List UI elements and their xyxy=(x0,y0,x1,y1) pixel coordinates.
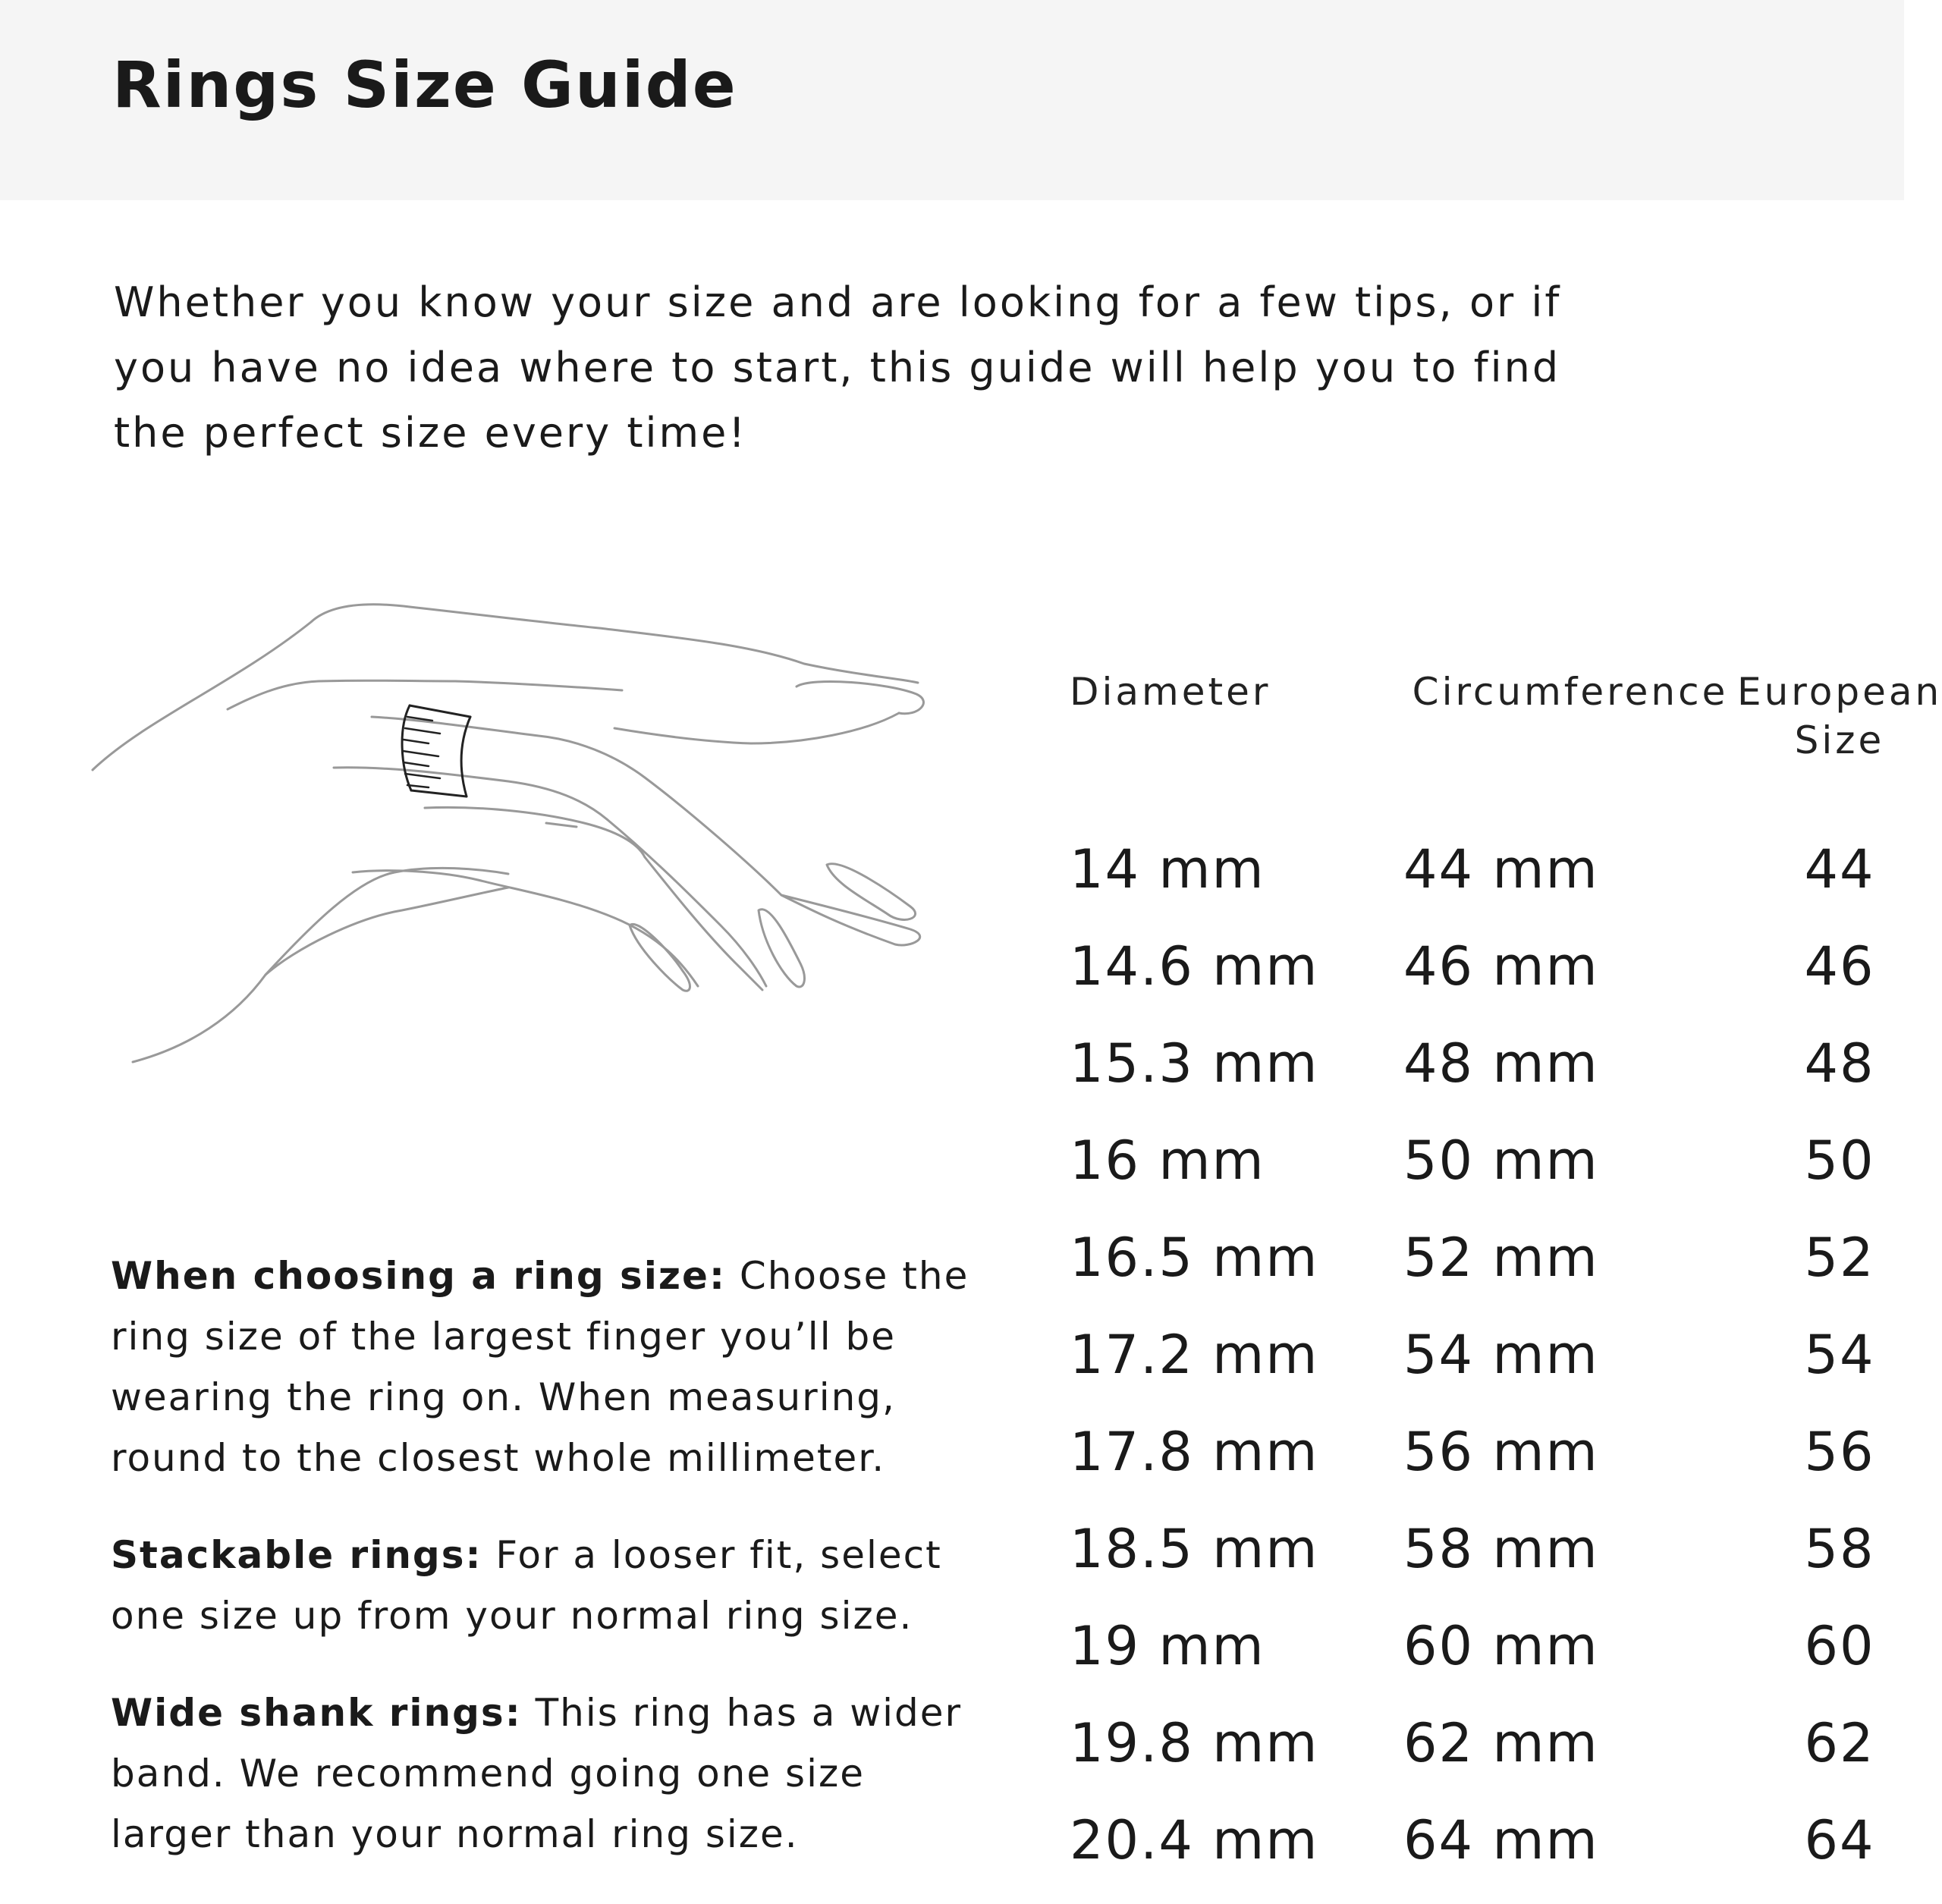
sizing-notes xyxy=(111,1246,991,1901)
cell-circumference: 44 mm xyxy=(1403,838,1599,900)
cell-european-size: 54 xyxy=(1804,1324,1875,1386)
cell-diameter: 19.8 mm xyxy=(1070,1712,1319,1774)
cell-circumference: 48 mm xyxy=(1403,1032,1599,1095)
cell-european-size: 44 xyxy=(1804,838,1875,900)
cell-european-size: 60 xyxy=(1804,1615,1875,1677)
table-header-row xyxy=(1054,668,1942,821)
cell-diameter: 20.4 mm xyxy=(1070,1809,1319,1871)
table-row xyxy=(1054,1209,1942,1306)
cell-circumference: 62 mm xyxy=(1403,1712,1599,1774)
note-text: This ring has a wider band. We recommend going one size larger than your normal ring size. xyxy=(111,1691,963,1856)
cell-european-size: 62 xyxy=(1804,1712,1875,1774)
cell-european-size: 56 xyxy=(1804,1421,1875,1483)
table-row xyxy=(1054,1792,1942,1889)
table-row xyxy=(1054,821,1942,918)
table-row xyxy=(1054,1598,1942,1695)
table-row xyxy=(1054,1306,1942,1403)
cell-diameter: 14 mm xyxy=(1070,838,1265,900)
table-row xyxy=(1054,1015,1942,1112)
table-row xyxy=(1054,1403,1942,1500)
table-row xyxy=(1054,1112,1942,1209)
table-row xyxy=(1054,1695,1942,1792)
cell-circumference: 50 mm xyxy=(1403,1130,1599,1192)
cell-european-size: 46 xyxy=(1804,935,1875,998)
note-label: Stackable rings: xyxy=(111,1533,482,1577)
cell-diameter: 19 mm xyxy=(1070,1615,1265,1677)
page-header xyxy=(0,0,1904,200)
cell-european-size: 50 xyxy=(1804,1130,1875,1192)
table-row xyxy=(1054,918,1942,1015)
cell-circumference: 46 mm xyxy=(1403,935,1599,998)
note-text: Choose the ring size of the largest finger you’ll be wearing the ring on. When measuring, round to the closest whole millimeter. xyxy=(111,1254,969,1480)
size-table xyxy=(1054,668,1942,1889)
header-circumference: Circumference xyxy=(1412,670,1729,714)
note-label: When choosing a ring size: xyxy=(111,1254,726,1298)
hand-with-ring-measure-icon xyxy=(83,592,956,1077)
cell-european-size: 52 xyxy=(1804,1227,1875,1289)
cell-european-size: 64 xyxy=(1804,1809,1875,1871)
header-european-size: European Size xyxy=(1737,670,1942,762)
intro-text: Whether you know your size and are looking for a few tips, or if you have no idea where to start, this guide will help you to find the perfect size every time! xyxy=(114,278,1562,457)
cell-diameter: 17.8 mm xyxy=(1070,1421,1319,1483)
cell-circumference: 64 mm xyxy=(1403,1809,1599,1871)
cell-diameter: 14.6 mm xyxy=(1070,935,1319,998)
note-stackable-rings xyxy=(111,1525,991,1646)
cell-circumference: 60 mm xyxy=(1403,1615,1599,1677)
cell-circumference: 56 mm xyxy=(1403,1421,1599,1483)
note-label: Wide shank rings: xyxy=(111,1691,522,1735)
cell-diameter: 18.5 mm xyxy=(1070,1518,1319,1580)
cell-diameter: 17.2 mm xyxy=(1070,1324,1319,1386)
cell-diameter: 16 mm xyxy=(1070,1130,1265,1192)
note-choosing-size xyxy=(111,1246,991,1488)
cell-circumference: 54 mm xyxy=(1403,1324,1599,1386)
cell-european-size: 58 xyxy=(1804,1518,1875,1580)
cell-diameter: 15.3 mm xyxy=(1070,1032,1319,1095)
cell-circumference: 58 mm xyxy=(1403,1518,1599,1580)
cell-european-size: 48 xyxy=(1804,1032,1875,1095)
note-text: For a looser fit, select one size up from your normal ring size. xyxy=(111,1533,942,1638)
page-title: Rings Size Guide xyxy=(112,48,737,122)
note-wide-shank-rings xyxy=(111,1682,991,1865)
header-diameter: Diameter xyxy=(1070,670,1271,714)
cell-diameter: 16.5 mm xyxy=(1070,1227,1319,1289)
cell-circumference: 52 mm xyxy=(1403,1227,1599,1289)
table-row xyxy=(1054,1500,1942,1598)
